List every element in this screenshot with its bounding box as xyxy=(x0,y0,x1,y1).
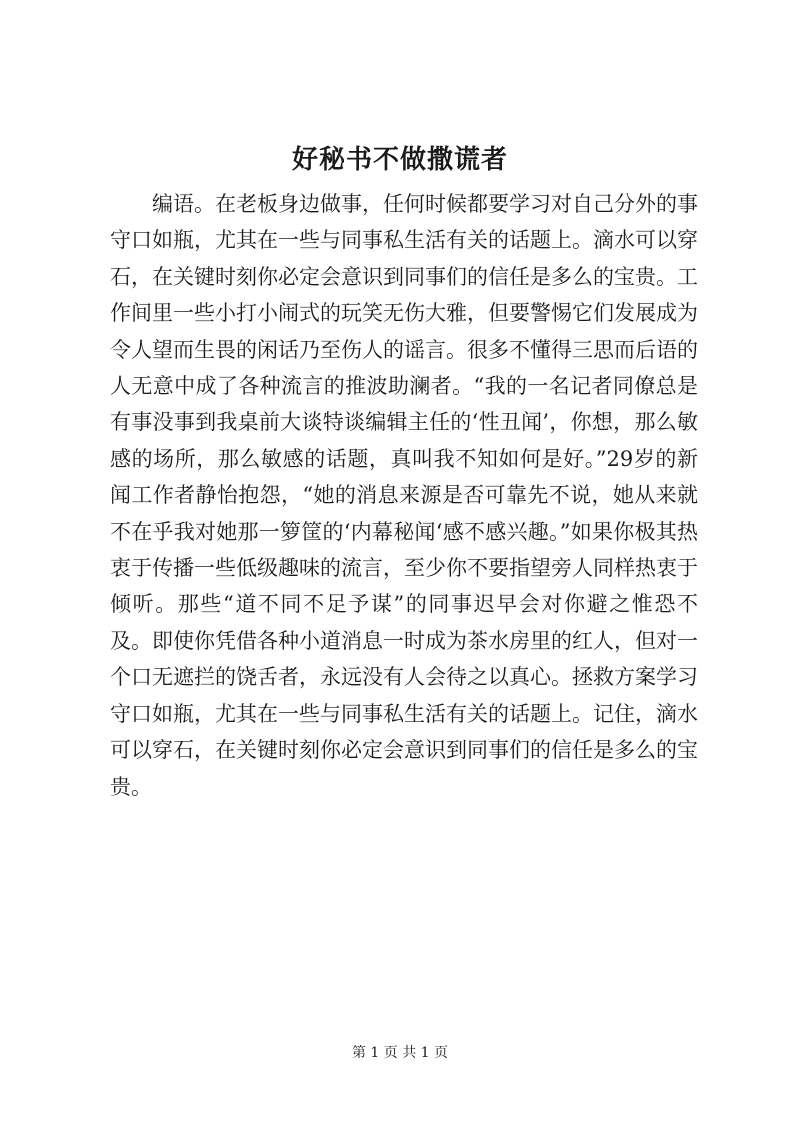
page-number-footer: 第 1 页 共 1 页 xyxy=(351,1045,449,1061)
document-title: 好秘书不做撒谎者 xyxy=(291,145,508,175)
document-body-paragraph: 编语。在老板身边做事，任何时候都要学习对自己分外的事守口如瓶，尤其在一些与同事私生活有关的话题上。滴水可以穿石，在关键时刻你必定会意识到同事们的信任是多么的宝贵。工作间里一些小打小闹式的玩笑无伤大雅，但要警惕它们发展成为令人望而生畏的闲话乃至伤人的谣言。很多不懂得三思而后语的人无意中成了各种流言的推波助澜者。“我的一名记者同僚总是有事没事到我桌前大谈特谈编辑主任的‘性丑闻’，你想，那么敏感的场所，那么敏感的话题，真叫我不知如何是好。”29岁的新闻工作者静怡抱怨，“她的消息来源是否可靠先不说，她从来就不在乎我对她那一箩筐的‘内幕秘闻‘感不感兴趣。”如果你极其热衷于传播一些低级趣味的流言，至少你不要指望旁人同样热衷于倾听。那些“道不同不足予谋”的同事迟早会对你避之惟恐不及。即使你凭借各种小道消息一时成为茶水房里的红人，但对一个口无遮拦的饶舌者，永远没有人会待之以真心。拯救方案学习守口如瓶，尤其在一些与同事私生活有关的话题上。记住，滴水可以穿石，在关键时刻你必定会意识到同事们的信任是多么的宝贵。 xyxy=(110,192,698,799)
